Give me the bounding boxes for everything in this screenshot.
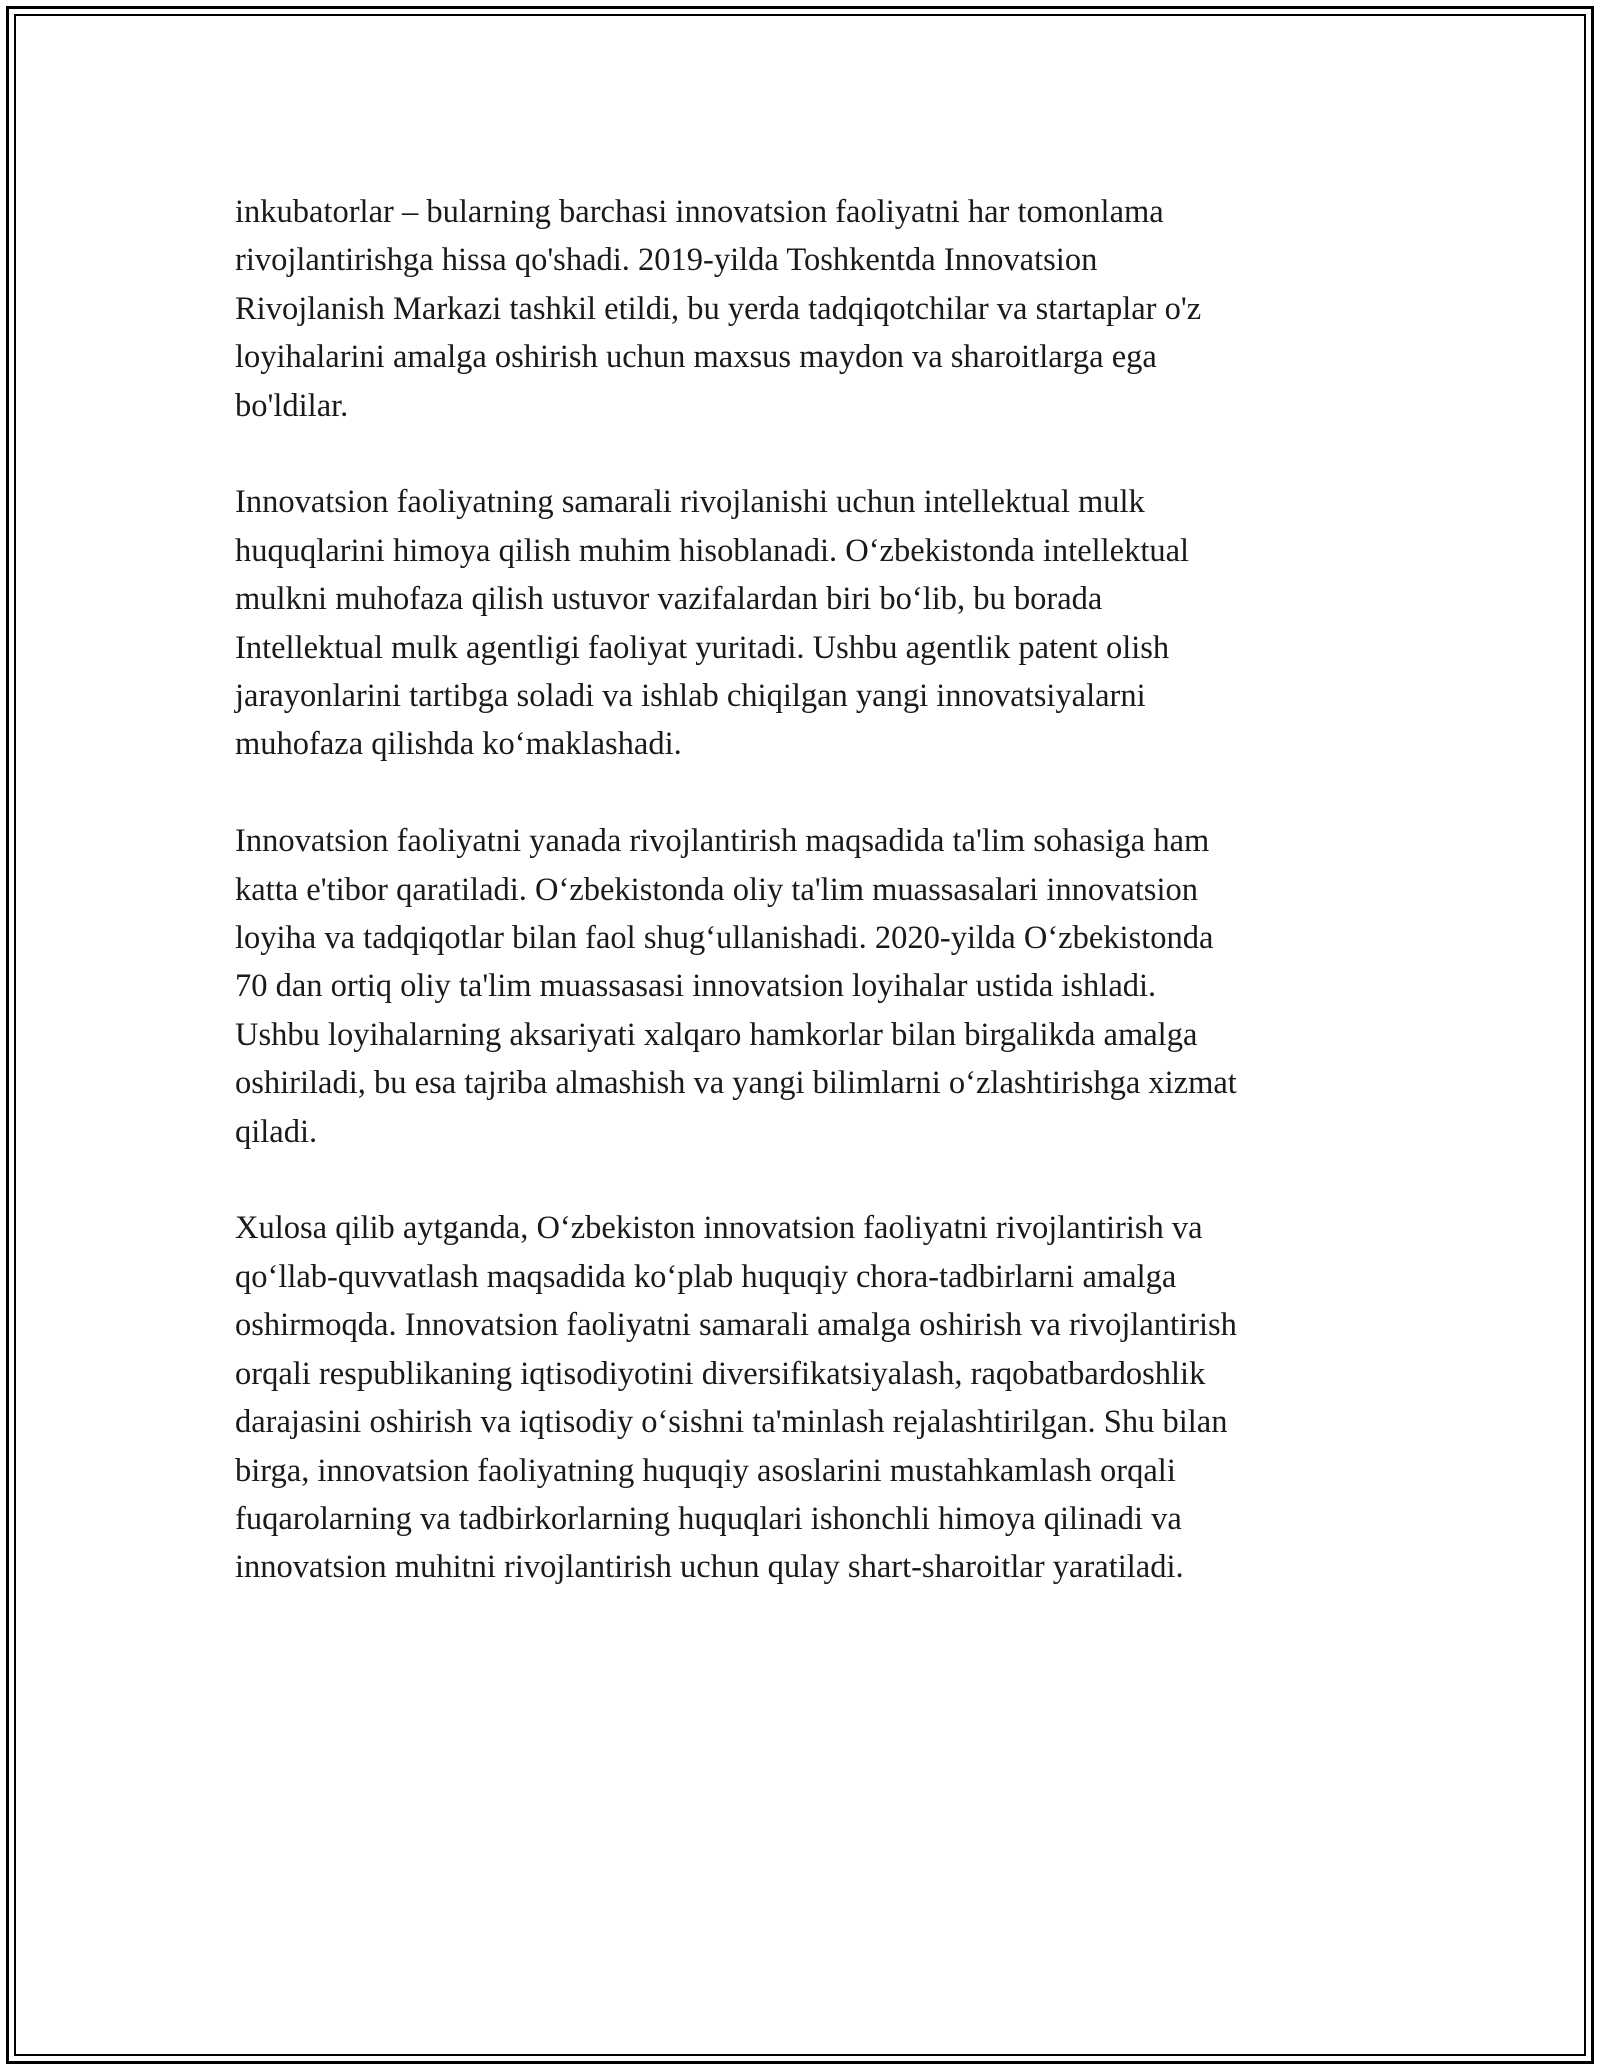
text-line: 70 dan ortiq oliy ta'lim muassasasi innovatsion loyihalar ustida ishladi. <box>235 968 1157 1005</box>
text-line: oshiriladi, bu esa tajriba almashish va yangi bilimlarni o‘zlashtirishga xizmat <box>235 1065 1237 1102</box>
text-line: innovatsion muhitni rivojlantirish uchun qulay shart-sharoitlar yaratiladi. <box>235 1549 1184 1586</box>
text-line: inkubatorlar – bularning barchasi innovatsion faoliyatni har tomonlama <box>235 194 1164 230</box>
text-line: Intellektual mulk agentligi faoliyat yuritadi. Ushbu agentlik patent olish <box>235 629 1170 666</box>
text-line: Innovatsion faoliyatning samarali rivojlanishi uchun intellektual mulk <box>235 484 1145 521</box>
text-line: fuqarolarning va tadbirkorlarning huquqlari ishonchli himoya qilinadi va <box>235 1500 1182 1537</box>
text-line: darajasini oshirish va iqtisodiy o‘sishni ta'minlash rejalashtirilgan. Shu bilan <box>235 1404 1228 1441</box>
text-line: Xulosa qilib aytganda, O‘zbekiston innovatsion faoliyatni rivojlantirish va <box>235 1210 1203 1247</box>
text-line: katta e'tibor qaratiladi. O‘zbekistonda oliy ta'lim muassasalari innovatsion <box>235 871 1198 908</box>
text-line: rivojlantirishga hissa qo'shadi. 2019-yilda Toshkentda Innovatsion <box>235 242 1098 279</box>
text-line: qo‘llab-quvvatlash maqsadida ko‘plab huquqiy chora-tadbirlarni amalga <box>235 1258 1177 1295</box>
text-line: qiladi. <box>235 1113 318 1150</box>
text-line: Rivojlanish Markazi tashkil etildi, bu yerda tadqiqotchilar va startaplar o'z <box>235 290 1202 327</box>
text-line: mulkni muhofaza qilish ustuvor vazifalardan biri bo‘lib, bu borada <box>235 581 1103 618</box>
paragraph <box>235 188 1375 430</box>
text-line: huquqlarini himoya qilish muhim hisoblanadi. O‘zbekistonda intellektual <box>235 532 1190 569</box>
text-line: Innovatsion faoliyatni yanada rivojlantirish maqsadida ta'lim sohasiga ham <box>235 823 1210 860</box>
paragraph <box>235 1204 1375 1591</box>
text-line: birga, innovatsion faoliyatning huquqiy asoslarini mustahkamlash orqali <box>235 1452 1176 1489</box>
text-line: bo'ldilar. <box>235 387 349 424</box>
document-body <box>235 188 1375 1640</box>
text-line: Ushbu loyihalarning aksariyati xalqaro hamkorlar bilan birgalikda amalga <box>235 1016 1198 1053</box>
text-line: oshirmoqda. Innovatsion faoliyatni samarali amalga oshirish va rivojlantirish <box>235 1307 1237 1344</box>
text-line: loyihalarini amalga oshirish uchun maxsus maydon va sharoitlarga ega <box>235 339 1157 376</box>
text-line: orqali respublikaning iqtisodiyotini diversifikatsiyalash, raqobatbardoshlik <box>235 1355 1206 1392</box>
text-line: muhofaza qilishda ko‘maklashadi. <box>235 726 682 763</box>
paragraph <box>235 817 1375 1156</box>
text-line: jarayonlarini tartibga soladi va ishlab chiqilgan yangi innovatsiyalarni <box>235 678 1146 715</box>
text-line: loyiha va tadqiqotlar bilan faol shug‘ullanishadi. 2020-yilda O‘zbekistonda <box>235 920 1214 957</box>
paragraph <box>235 478 1375 768</box>
